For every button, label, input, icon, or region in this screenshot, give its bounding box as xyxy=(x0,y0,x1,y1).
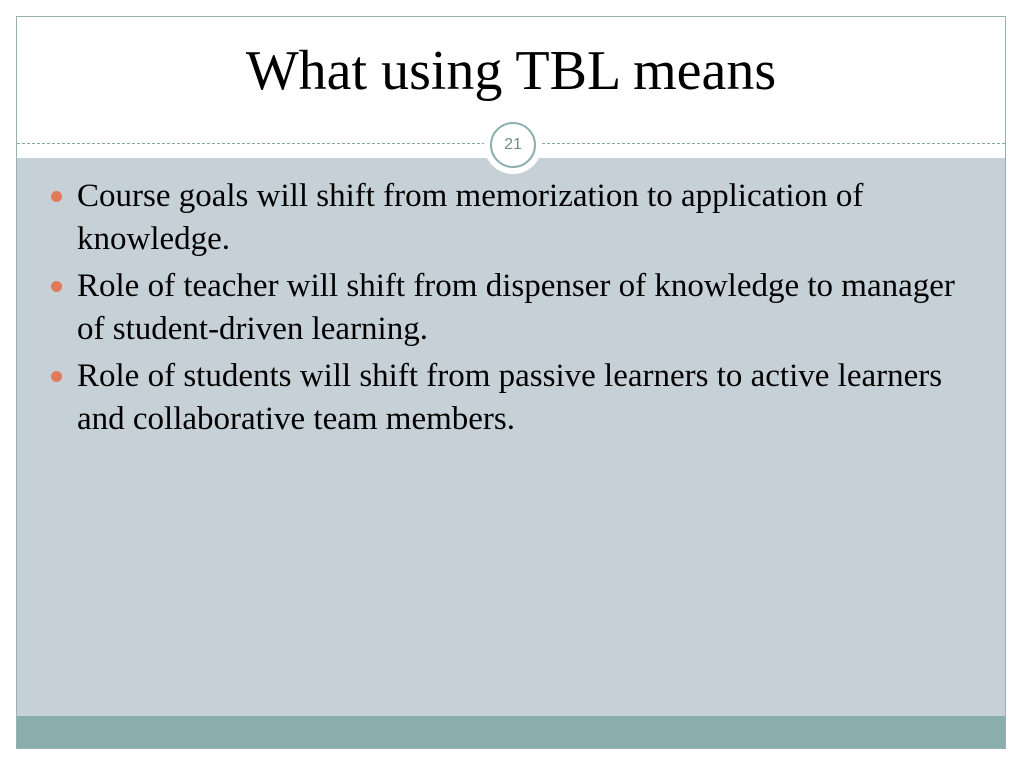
bullet-dot-icon xyxy=(51,281,62,292)
slide-frame xyxy=(16,16,1006,749)
slide-number-badge xyxy=(484,116,542,174)
bullet-text: Role of students will shift from passive learners to active learners and collaborative team members. xyxy=(77,358,943,437)
bullet-dot-icon xyxy=(51,191,62,202)
slide-number: 21 xyxy=(490,122,536,168)
bullet-dot-icon xyxy=(51,371,62,382)
bullet-text: Role of teacher will shift from dispenser of knowledge to manager of student-driven learning. xyxy=(77,268,955,347)
footer-band xyxy=(17,716,1005,749)
bullet-item xyxy=(47,355,967,441)
slide-title: What using TBL means xyxy=(245,40,777,102)
bullet-list xyxy=(47,175,967,445)
bullet-text: Course goals will shift from memorization to application of knowledge. xyxy=(77,178,864,257)
bullet-item xyxy=(47,175,967,261)
bullet-item xyxy=(47,265,967,351)
